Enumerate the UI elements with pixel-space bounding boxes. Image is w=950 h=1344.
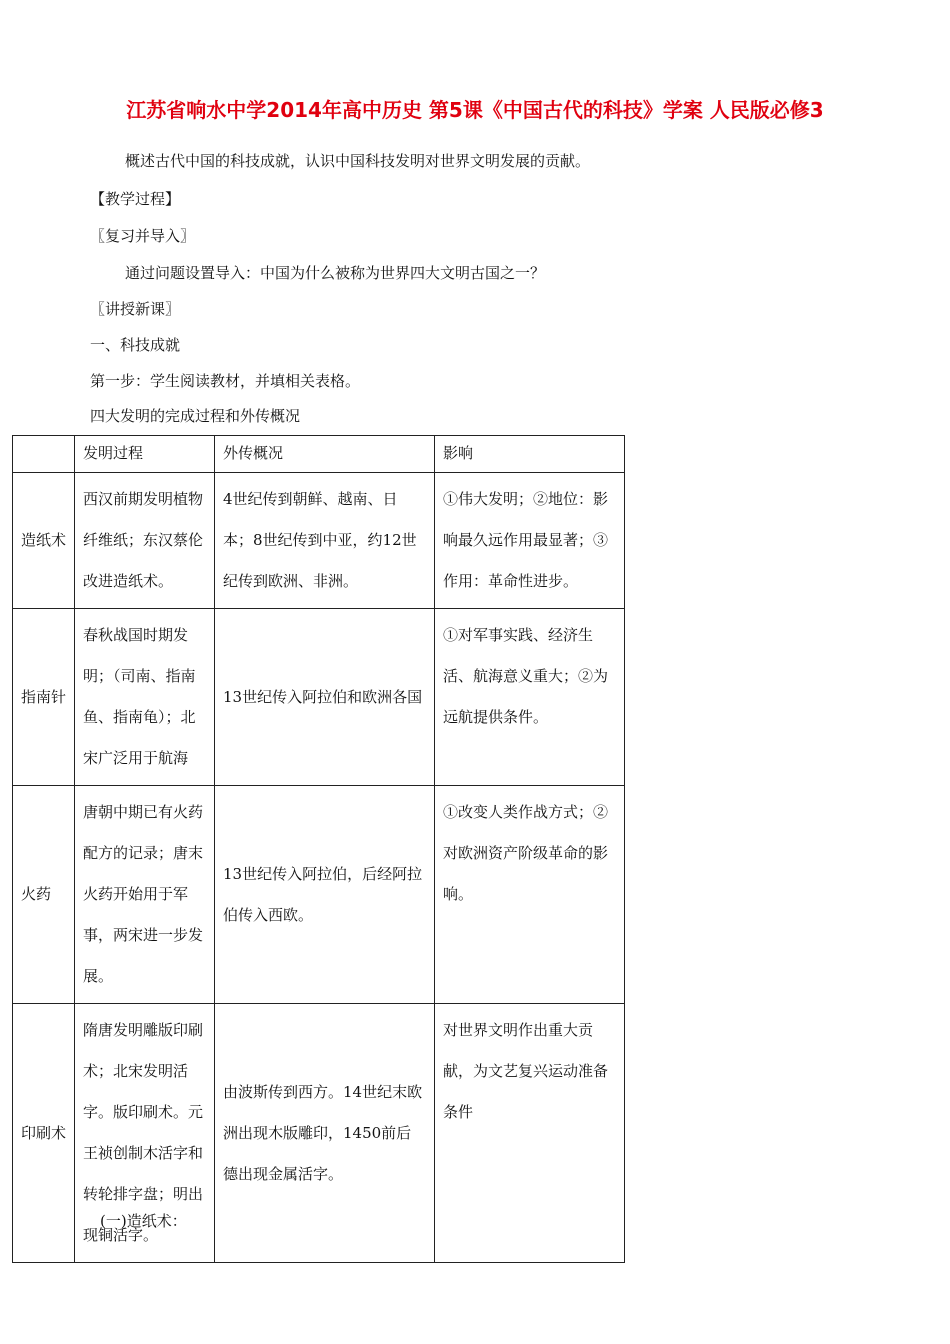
- intro-text: 概述古代中国的科技成就，认识中国科技发明对世界文明发展的贡献。: [125, 152, 591, 170]
- invention-spread: 13世纪传入阿拉伯，后经阿拉伯传入西欧。: [215, 786, 435, 1004]
- table-row: [13, 609, 625, 786]
- invention-impact: 对世界文明作出重大贡献，为文艺复兴运动准备条件: [435, 1004, 625, 1263]
- step-text: 第一步：学生阅读教材，并填相关表格。: [90, 372, 361, 390]
- header-cell: 外传概况: [215, 436, 435, 473]
- invention-process: 春秋战国时期发明；（司南、指南鱼、指南龟）；北宋广泛用于航海: [75, 609, 215, 786]
- table-header-row: [13, 436, 625, 473]
- invention-spread: 13世纪传入阿拉伯和欧洲各国: [215, 609, 435, 786]
- section-lecture: 〖讲授新课〗: [90, 300, 181, 318]
- table-row: [13, 473, 625, 609]
- table-caption: 四大发明的完成过程和外传概况: [90, 407, 301, 425]
- invention-name: 造纸术: [13, 473, 75, 609]
- invention-name: 印刷术: [13, 1004, 75, 1263]
- invention-impact: ①对军事实践、经济生活、航海意义重大；②为远航提供条件。: [435, 609, 625, 786]
- intro-question: 通过问题设置导入：中国为什么被称为世界四大文明古国之一？: [125, 264, 546, 282]
- table-row: [13, 786, 625, 1004]
- page-title: 江苏省响水中学2014年高中历史 第5课《中国古代的科技》学案 人民版必修3: [126, 98, 824, 122]
- subsection-paper: (一)造纸术：: [100, 1212, 187, 1230]
- invention-spread: 由波斯传到西方。14世纪末欧洲出现木版雕印，1450前后德出现金属活字。: [215, 1004, 435, 1263]
- header-cell: 影响: [435, 436, 625, 473]
- invention-name: 火药: [13, 786, 75, 1004]
- part-heading: 一、科技成就: [90, 336, 181, 354]
- section-process: 【教学过程】: [90, 190, 181, 208]
- inventions-table: [12, 435, 625, 1263]
- invention-impact: ①伟大发明；②地位：影响最久远作用最显著；③作用：革命性进步。: [435, 473, 625, 609]
- invention-spread: 4世纪传到朝鲜、越南、日本；8世纪传到中亚，约12世纪传到欧洲、非洲。: [215, 473, 435, 609]
- invention-process: 隋唐发明雕版印刷术；北宋发明活字。版印刷术。元王祯创制木活字和转轮排字盘；明出现铜活字。: [75, 1004, 215, 1263]
- invention-process: 西汉前期发明植物纤维纸；东汉蔡伦改进造纸术。: [75, 473, 215, 609]
- invention-process: 唐朝中期已有火药配方的记录；唐末火药开始用于军事，两宋进一步发展。: [75, 786, 215, 1004]
- invention-impact: ①改变人类作战方式；②对欧洲资产阶级革命的影响。: [435, 786, 625, 1004]
- header-cell: [13, 436, 75, 473]
- section-review: 〖复习并导入〗: [90, 227, 196, 245]
- invention-name: 指南针: [13, 609, 75, 786]
- header-cell: 发明过程: [75, 436, 215, 473]
